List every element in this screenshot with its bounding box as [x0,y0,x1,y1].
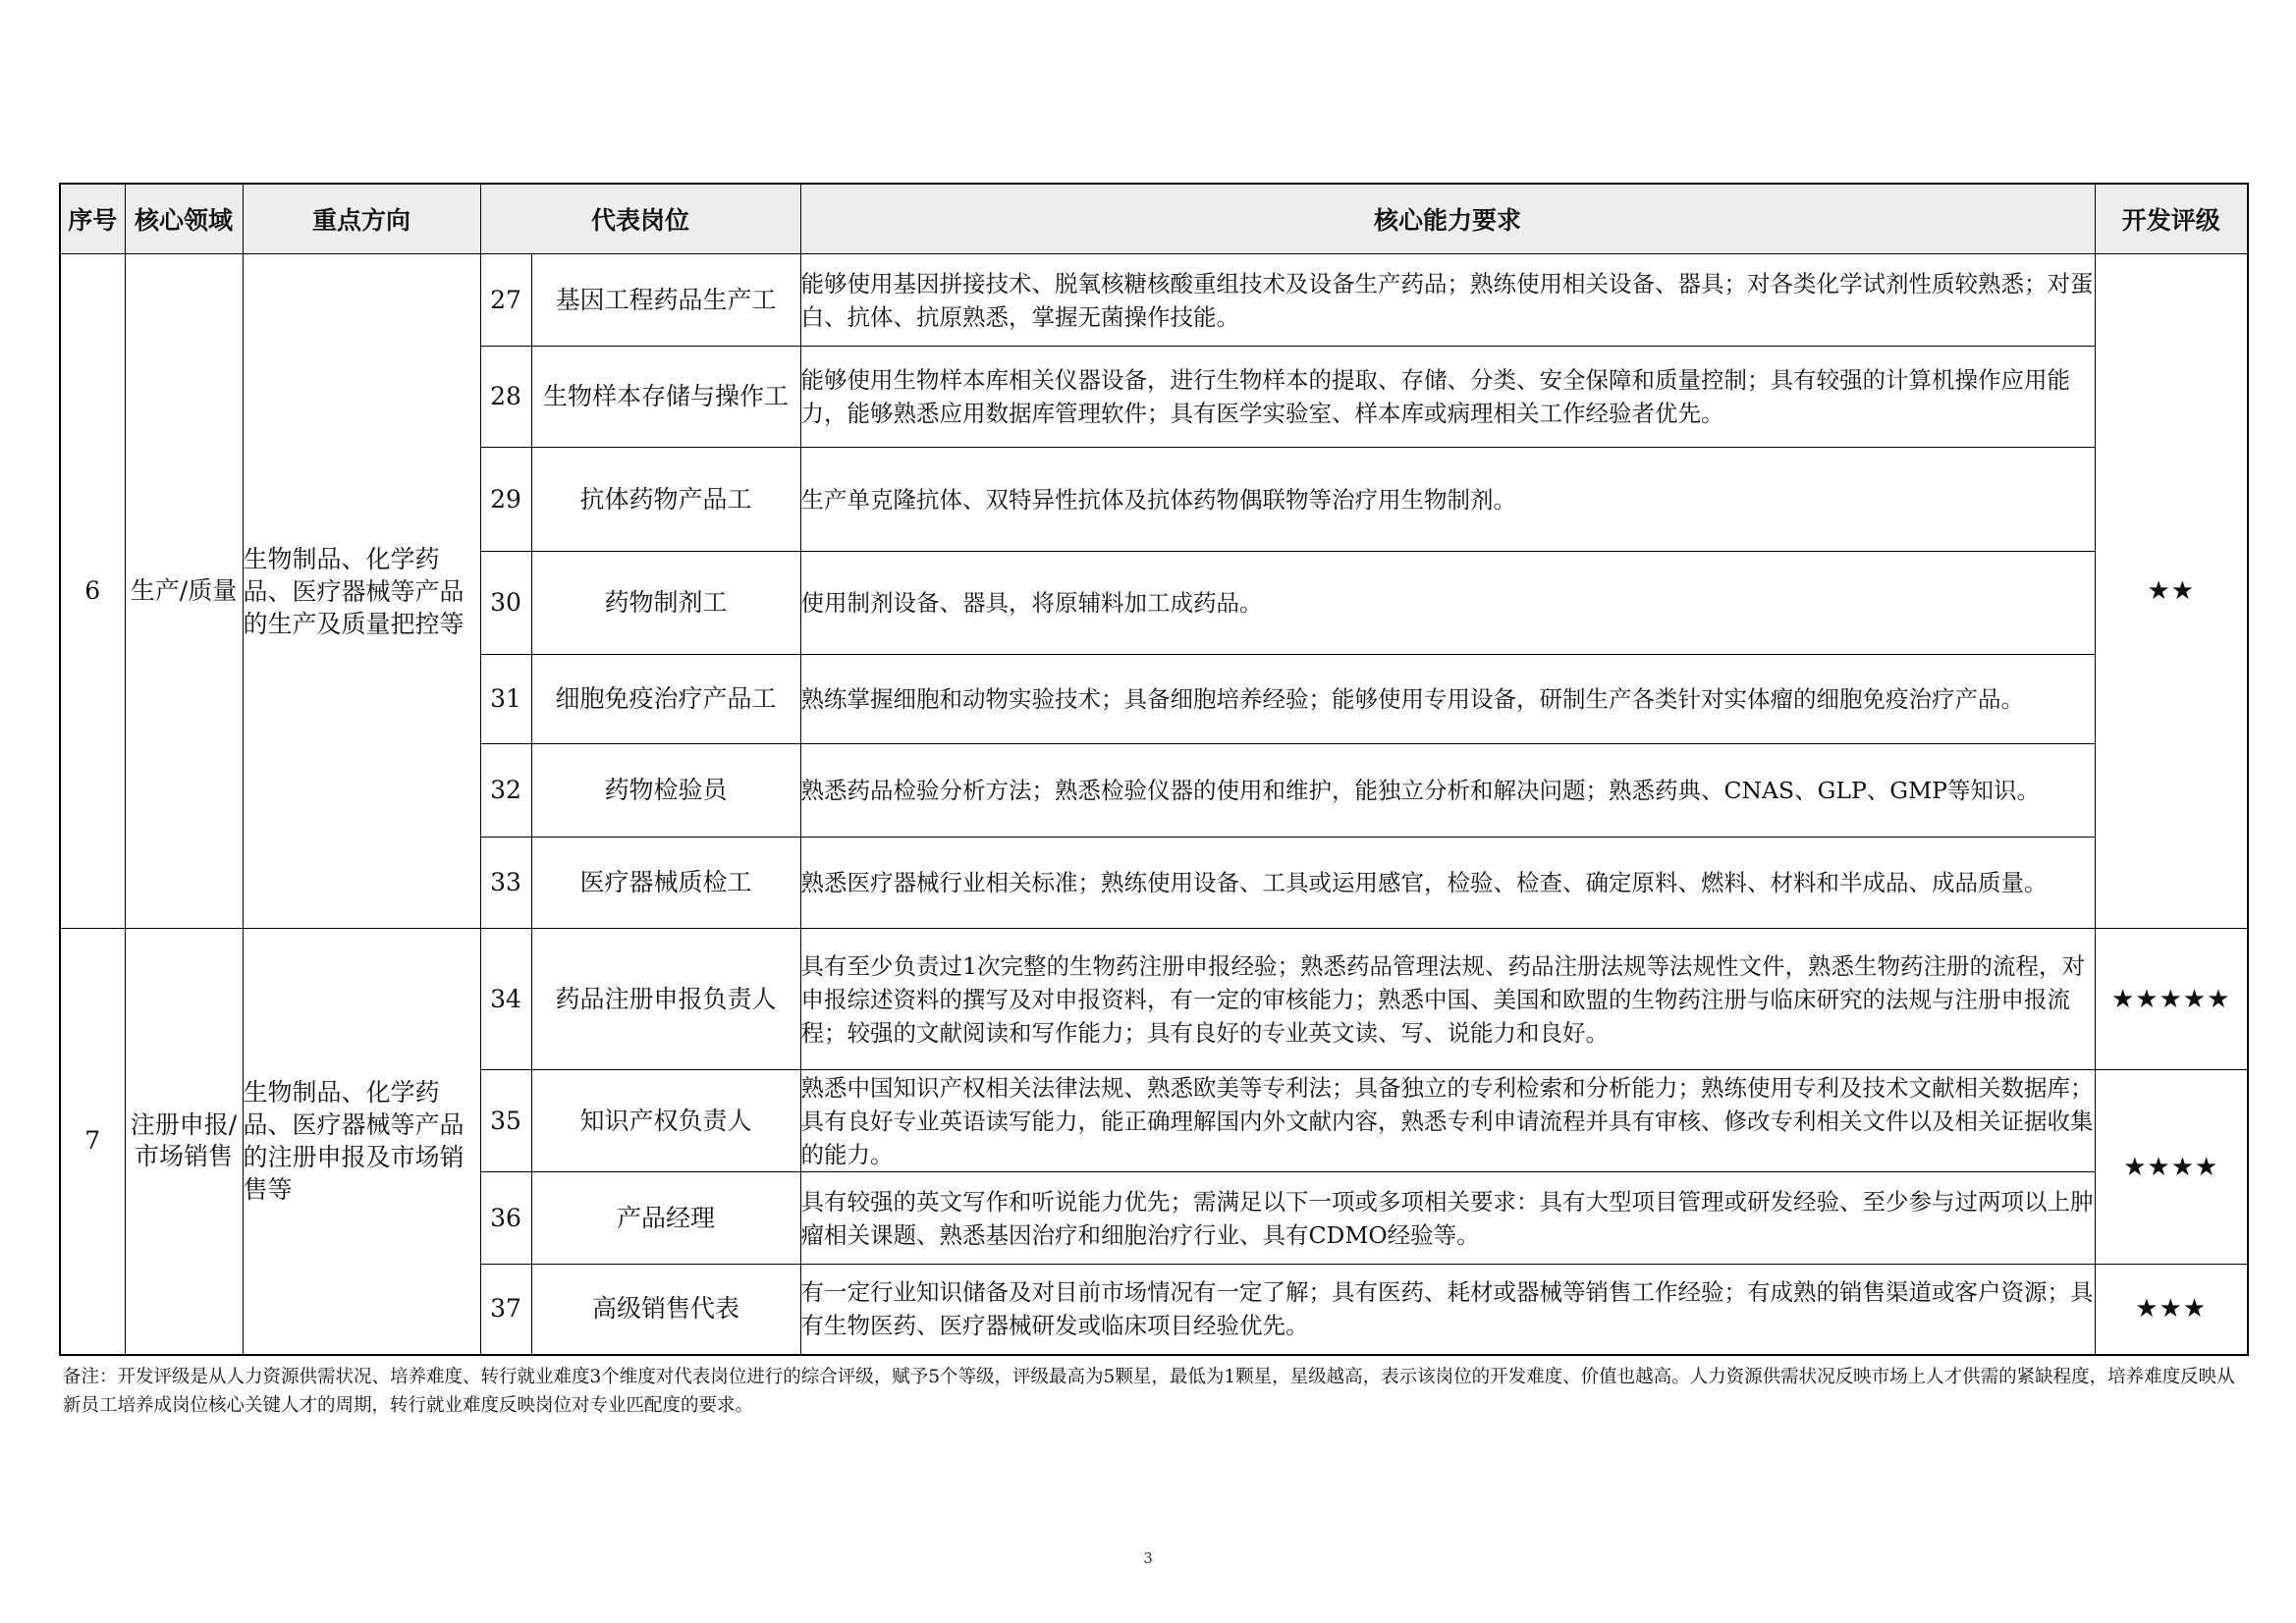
header-rating: 开发评级 [2095,184,2248,254]
row-id: 37 [480,1265,531,1355]
row-id: 29 [480,448,531,552]
group-direction: 生物制品、化学药品、医疗器械等产品的注册申报及市场销售等 [243,929,480,1355]
rating-stars: ★★★ [2095,1265,2248,1355]
row-requirement: 有一定行业知识储备及对目前市场情况有一定了解；具有医药、耗材或器械等销售工作经验；有成熟的销售渠道或客户资源；具有生物医药、医疗器械研发或临床项目经验优先。 [800,1265,2095,1355]
row-id: 30 [480,552,531,655]
header-requirements: 核心能力要求 [800,184,2095,254]
row-requirement: 能够使用基因拼接技术、脱氧核糖核酸重组技术及设备生产药品；熟练使用相关设备、器具；对各类化学试剂性质较熟悉；对蛋白、抗体、抗原熟悉，掌握无菌操作技能。 [800,254,2095,347]
header-row [60,184,2248,254]
row-post: 医疗器械质检工 [531,838,800,929]
row-post: 生物样本存储与操作工 [531,347,800,448]
row-requirement: 使用制剂设备、器具，将原辅料加工成药品。 [800,552,2095,655]
page-number: 3 [1143,1549,1153,1567]
table-row [60,254,2248,347]
row-requirement: 熟悉药品检验分析方法；熟悉检验仪器的使用和维护，能独立分析和解决问题；熟悉药典、CNAS、GLP、GMP等知识。 [800,744,2095,838]
row-post: 药品注册申报负责人 [531,929,800,1070]
header-post: 代表岗位 [480,184,800,254]
row-requirement: 熟悉中国知识产权相关法律法规、熟悉欧美等专利法；具备独立的专利检索和分析能力；熟练使用专利及技术文献相关数据库；具有良好专业英语读写能力，能正确理解国内外文献内容，熟悉专利申请流程并具有审核、修改专利相关文件以及相关证据收集的能力。 [800,1070,2095,1172]
row-post: 药物检验员 [531,744,800,838]
rating-stars: ★★★★★ [2095,929,2248,1070]
footnote: 备注：开发评级是从人力资源供需状况、培养难度、转行就业难度3个维度对代表岗位进行的综合评级，赋予5个等级，评级最高为5颗星，最低为1颗星，星级越高，表示该岗位的开发难度、价值也越高。人力资源供需状况反映市场上人才供需的紧缺程度，培养难度反映从新员工培养成岗位核心关键人才的周期，转行就业难度反映岗位对专业匹配度的要求。 [63,1367,2235,1416]
row-id: 27 [480,254,531,347]
group-no: 7 [60,929,125,1355]
talent-requirements-table [59,183,2249,1356]
row-id: 33 [480,838,531,929]
group-direction: 生物制品、化学药品、医疗器械等产品的生产及质量把控等 [243,254,480,929]
group-field: 注册申报/市场销售 [125,929,243,1355]
row-id: 34 [480,929,531,1070]
rating-stars: ★★ [2095,254,2248,929]
row-id: 32 [480,744,531,838]
group-no: 6 [60,254,125,929]
row-requirement: 熟练掌握细胞和动物实验技术；具备细胞培养经验；能够使用专用设备，研制生产各类针对实体瘤的细胞免疫治疗产品。 [800,655,2095,744]
rating-stars: ★★★★ [2095,1070,2248,1265]
row-id: 28 [480,347,531,448]
header-direction: 重点方向 [243,184,480,254]
row-requirement: 能够使用生物样本库相关仪器设备，进行生物样本的提取、存储、分类、安全保障和质量控制；具有较强的计算机操作应用能力，能够熟悉应用数据库管理软件；具有医学实验室、样本库或病理相关工作经验者优先。 [800,347,2095,448]
row-requirement: 生产单克隆抗体、双特异性抗体及抗体药物偶联物等治疗用生物制剂。 [800,448,2095,552]
row-id: 36 [480,1172,531,1265]
row-id: 35 [480,1070,531,1172]
row-post: 知识产权负责人 [531,1070,800,1172]
row-post: 药物制剂工 [531,552,800,655]
row-post: 基因工程药品生产工 [531,254,800,347]
row-post: 细胞免疫治疗产品工 [531,655,800,744]
row-post: 产品经理 [531,1172,800,1265]
row-requirement: 具有较强的英文写作和听说能力优先；需满足以下一项或多项相关要求：具有大型项目管理或研发经验、至少参与过两项以上肿瘤相关课题、熟悉基因治疗和细胞治疗行业、具有CDMO经验等。 [800,1172,2095,1265]
row-post: 高级销售代表 [531,1265,800,1355]
row-requirement: 熟悉医疗器械行业相关标准；熟练使用设备、工具或运用感官，检验、检查、确定原料、燃料、材料和半成品、成品质量。 [800,838,2095,929]
row-id: 31 [480,655,531,744]
row-post: 抗体药物产品工 [531,448,800,552]
group-field: 生产/质量 [125,254,243,929]
header-field: 核心领域 [125,184,243,254]
row-requirement: 具有至少负责过1次完整的生物药注册申报经验；熟悉药品管理法规、药品注册法规等法规性文件，熟悉生物药注册的流程，对申报综述资料的撰写及对申报资料，有一定的审核能力；熟悉中国、美国和欧盟的生物药注册与临床研究的法规与注册申报流程；较强的文献阅读和写作能力；具有良好的专业英文读、写、说能力和良好。 [800,929,2095,1070]
header-no: 序号 [60,184,125,254]
table-row [60,929,2248,1070]
